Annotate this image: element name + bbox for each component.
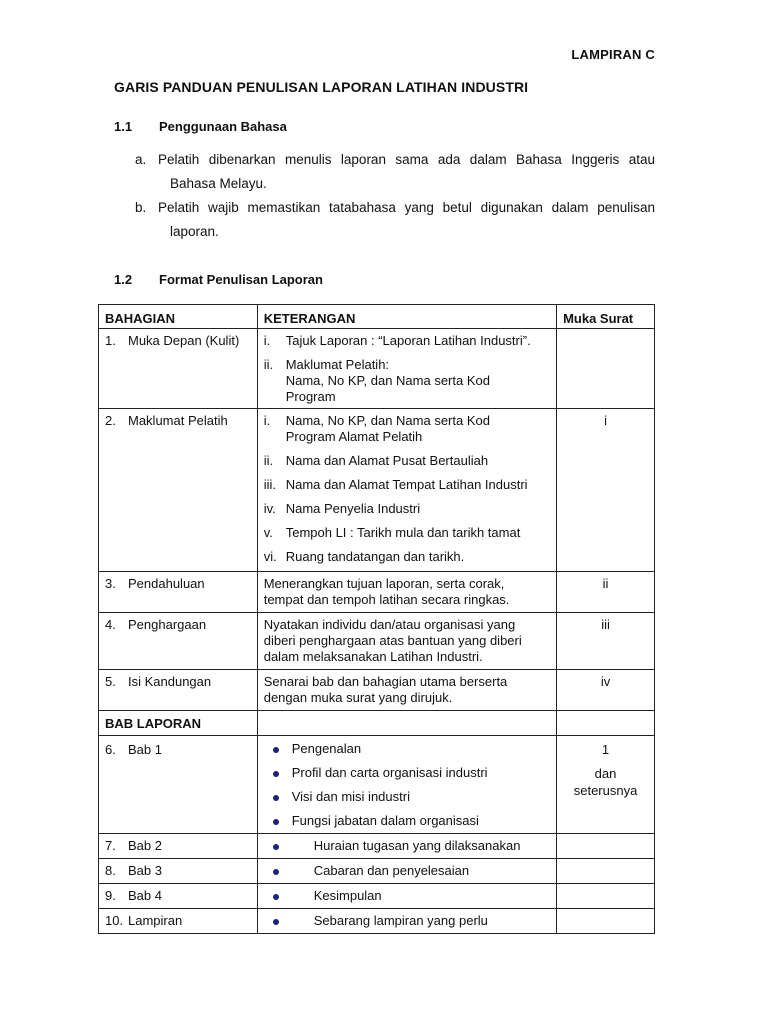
section-heading-1-1 <box>114 119 287 134</box>
cell-bahagian <box>99 834 258 859</box>
ket-item <box>264 453 550 469</box>
header-keterangan: KETERANGAN <box>257 305 556 329</box>
table-row <box>99 572 655 613</box>
cell-keterangan <box>257 572 556 613</box>
cell-keterangan <box>257 834 556 859</box>
ket-text: Nama, No KP, dan Nama serta Kod <box>285 373 490 388</box>
report-format-table <box>98 304 655 934</box>
cell-muka-surat <box>557 670 655 711</box>
bullet-icon <box>273 894 279 900</box>
list-marker: a. <box>135 152 147 167</box>
section-heading-1-2 <box>114 272 323 287</box>
row-number: 6. <box>105 742 116 757</box>
row-number: 10. <box>105 913 124 928</box>
table-row <box>99 859 655 884</box>
row-label: Penghargaan <box>128 617 207 632</box>
row-number: 1. <box>105 333 116 348</box>
ket-text: Ruang tandatangan dan tarikh. <box>285 549 465 564</box>
document-title: GARIS PANDUAN PENULISAN LAPORAN LATIHAN INDUSTRI <box>114 79 529 95</box>
bullet-text: Cabaran dan penyelesaian <box>313 863 470 878</box>
roman-marker: ii. <box>263 357 274 372</box>
cell-muka-surat <box>557 409 655 572</box>
list-item <box>135 196 655 244</box>
language-list <box>135 148 655 244</box>
list-marker: b. <box>135 200 147 215</box>
row-number: 3. <box>105 576 116 591</box>
section-number: 1.2 <box>114 272 133 287</box>
roman-marker: v. <box>263 525 273 540</box>
ket-item <box>264 525 550 541</box>
bullet-icon <box>273 795 279 801</box>
table-row <box>99 736 655 834</box>
list-text-line: Pelatih dibenarkan menulis laporan sama ada dalam Bahasa Inggeris atau <box>158 152 655 167</box>
cell-bab-laporan <box>99 711 258 736</box>
ket-text: Nama Penyelia Industri <box>285 501 421 516</box>
cell-bahagian <box>99 859 258 884</box>
ket-text: Nama, No KP, dan Nama serta Kod <box>285 413 490 428</box>
ket-text: Program Alamat Pelatih <box>285 429 423 444</box>
ket-text: dengan muka surat yang dirujuk. <box>263 690 453 705</box>
ket-text: Nama dan Alamat Pusat Bertauliah <box>285 453 489 468</box>
bullet-icon <box>273 919 279 925</box>
row-label: Bab 2 <box>128 838 162 853</box>
cell-keterangan <box>257 884 556 909</box>
table-row <box>99 409 655 572</box>
cell-muka-surat <box>557 329 655 409</box>
page-ref: i <box>604 413 607 428</box>
header-muka-surat: Muka Surat <box>557 305 655 329</box>
roman-marker: vi. <box>263 549 277 564</box>
section-title: Penggunaan Bahasa <box>159 119 287 134</box>
ket-text: Nama dan Alamat Tempat Latihan Industri <box>285 477 528 492</box>
row-label: Bab 3 <box>128 863 162 878</box>
page-ref: 1 <box>601 742 610 757</box>
list-item <box>135 148 655 196</box>
cell-bahagian <box>99 409 258 572</box>
roman-marker: i. <box>263 333 271 348</box>
ket-text: tempat dan tempoh latihan secara ringkas. <box>263 592 510 607</box>
ket-text: diberi penghargaan atas bantuan yang diberi <box>263 633 522 648</box>
cell-empty <box>257 711 556 736</box>
row-label: Isi Kandungan <box>128 674 212 689</box>
bullet-icon <box>273 771 279 777</box>
row-label: Bab 4 <box>128 888 162 903</box>
cell-keterangan <box>257 909 556 934</box>
list-text-line: Pelatih wajib memastikan tatabahasa yang betul digunakan dalam penulisan <box>158 200 655 215</box>
bullet-text: Pengenalan <box>291 741 362 756</box>
bullet-icon <box>273 819 279 825</box>
bab-laporan-label: BAB LAPORAN <box>105 716 202 731</box>
ket-item <box>264 477 550 493</box>
bullet-text: Fungsi jabatan dalam organisasi <box>291 813 479 828</box>
page-ref: iv <box>600 674 611 689</box>
table-row <box>99 670 655 711</box>
bullet-text: Visi dan misi industri <box>291 789 410 804</box>
row-number: 5. <box>105 674 116 689</box>
table-row <box>99 613 655 670</box>
bullet-text: Kesimpulan <box>313 888 382 903</box>
ket-text: dalam melaksanakan Latihan Industri. <box>263 649 483 664</box>
cell-muka-surat <box>557 613 655 670</box>
bullet-icon <box>273 747 279 753</box>
cell-keterangan <box>257 613 556 670</box>
table-row <box>99 909 655 934</box>
cell-muka-surat <box>557 834 655 859</box>
bullet-text: Profil dan carta organisasi industri <box>291 765 488 780</box>
cell-bahagian <box>99 670 258 711</box>
roman-marker: iii. <box>263 477 276 492</box>
bullet-icon <box>273 844 279 850</box>
ket-text: Program <box>285 389 336 404</box>
row-label: Bab 1 <box>128 742 162 757</box>
cell-bahagian <box>99 613 258 670</box>
section-title: Format Penulisan Laporan <box>159 272 323 287</box>
ket-item <box>264 413 550 445</box>
cell-keterangan <box>257 859 556 884</box>
roman-marker: i. <box>263 413 271 428</box>
ket-item <box>264 549 550 565</box>
ket-text: Tempoh LI : Tarikh mula dan tarikh tamat <box>285 525 521 540</box>
page-ref: seterusnya <box>573 783 638 798</box>
page-ref: ii <box>602 576 609 591</box>
row-label: Lampiran <box>128 913 183 928</box>
table-row <box>99 884 655 909</box>
row-label: Muka Depan (Kulit) <box>128 333 240 348</box>
cell-empty <box>557 711 655 736</box>
row-label: Pendahuluan <box>128 576 205 591</box>
cell-muka-surat <box>557 859 655 884</box>
list-text-line: laporan. <box>170 224 219 239</box>
cell-keterangan <box>257 409 556 572</box>
ket-item <box>264 501 550 517</box>
row-number: 2. <box>105 413 116 428</box>
cell-bahagian <box>99 736 258 834</box>
cell-muka-surat <box>557 909 655 934</box>
cell-bahagian <box>99 329 258 409</box>
ket-text: Maklumat Pelatih: <box>285 357 390 372</box>
page-ref <box>563 329 648 333</box>
ket-text: Senarai bab dan bahagian utama berserta <box>263 674 508 689</box>
table-header-row <box>99 305 655 329</box>
page-ref: iii <box>601 617 610 632</box>
bullet-icon <box>273 869 279 875</box>
list-text-line: Bahasa Melayu. <box>170 176 267 191</box>
cell-muka-surat <box>557 572 655 613</box>
roman-marker: ii. <box>263 453 274 468</box>
row-number: 4. <box>105 617 116 632</box>
section-number: 1.1 <box>114 119 133 134</box>
ket-text: Tajuk Laporan : “Laporan Latihan Industri”. <box>285 333 531 348</box>
table-row <box>99 834 655 859</box>
cell-keterangan <box>257 736 556 834</box>
cell-bahagian <box>99 909 258 934</box>
row-label: Maklumat Pelatih <box>128 413 228 428</box>
ket-item <box>264 333 550 349</box>
bullet-text: Sebarang lampiran yang perlu <box>313 913 488 928</box>
ket-text: Nyatakan individu dan/atau organisasi yang <box>263 617 516 632</box>
row-number: 8. <box>105 863 116 878</box>
ket-text: Menerangkan tujuan laporan, serta corak, <box>263 576 505 591</box>
ket-item <box>264 357 550 405</box>
roman-marker: iv. <box>263 501 276 516</box>
row-number: 9. <box>105 888 116 903</box>
cell-muka-surat <box>557 884 655 909</box>
table-row-section <box>99 711 655 736</box>
cell-keterangan <box>257 670 556 711</box>
row-number: 7. <box>105 838 116 853</box>
appendix-label: LAMPIRAN C <box>571 47 655 62</box>
cell-bahagian <box>99 572 258 613</box>
bullet-text: Huraian tugasan yang dilaksanakan <box>313 838 521 853</box>
header-bahagian: BAHAGIAN <box>99 305 258 329</box>
cell-keterangan <box>257 329 556 409</box>
page-ref: dan <box>594 766 617 781</box>
table-row <box>99 329 655 409</box>
cell-muka-surat <box>557 736 655 834</box>
cell-bahagian <box>99 884 258 909</box>
